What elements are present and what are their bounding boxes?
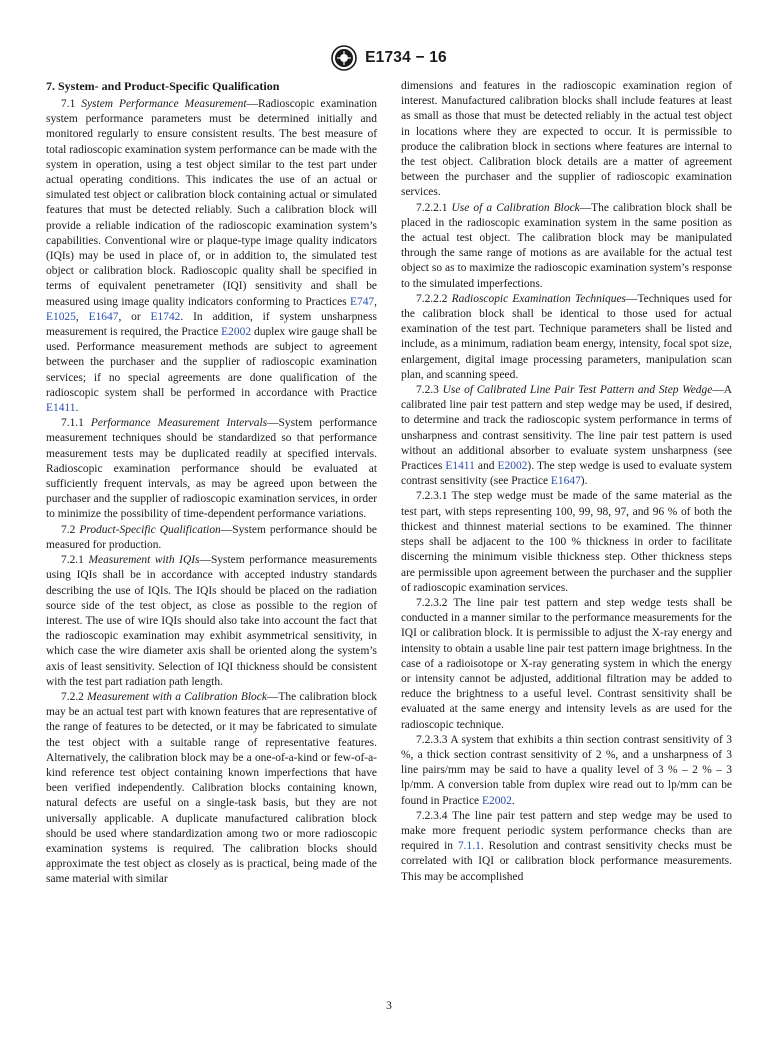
- paragraph-7-2-2-2: 7.2.2.2 Radioscopic Examination Techniques—Techniques used for the calibration block shall be identical to those used for actual examination of the test part. Technique parameters shall be listed and include, as a minimum, radiation beam energy, intensity, focal spot size, enlargement, digital image processing parameters, manipulation scan plan, and scanning speed.: [401, 292, 732, 381]
- ref-link-e1025[interactable]: E1025: [46, 310, 76, 323]
- ref-link-e2002[interactable]: E2002: [221, 326, 252, 339]
- paragraph-7-2-3-3: 7.2.3.3 A system that exhibits a thin section contrast sensitivity of 3 %, a thick section contrast sensitivity of 2 %, and a unsharpness of 3 line pairs/mm may be said to have a quality level of 3 % – 2 % – 3 lp/mm. A conversion table from duplex wire read out to lp/mm can be found in Practice E2002.: [401, 733, 732, 807]
- paragraph-title: Use of Calibrated Line Pair Test Pattern and Step Wedge: [442, 384, 713, 397]
- ref-link-e1411[interactable]: E1411: [46, 402, 76, 415]
- paragraph-7-2-3: 7.2.3 Use of Calibrated Line Pair Test Pattern and Step Wedge—A calibrated line pair test pattern and step wedge may be used, if desired, to determine and track the radioscopic system performance in terms of unsharpness and contrast sensitivity. The line pair test pattern is used without an additional absorber to evaluate system unsharpness (see Practices E1411 and E2002). The step wedge is used to evaluate system contrast sensitivity (see Practice E1647).: [401, 384, 733, 488]
- ref-link-e747[interactable]: E747: [349, 295, 375, 308]
- ref-link-e2002[interactable]: E2002: [497, 460, 528, 473]
- section-heading: 7. System- and Product-Specific Qualification: [46, 79, 280, 93]
- ref-link-e1411[interactable]: E1411: [445, 460, 475, 473]
- paragraph-title: Performance Measurement Intervals: [90, 417, 268, 430]
- left-column: [46, 79, 377, 888]
- paragraph-7-2-2: 7.2.2 Measurement with a Calibration Block—The calibration block may be an actual test part with known features that are representative of the range of features to be detected, or it may be fabricated to simulate the test object with a suitable range of representative features. Alternatively, the calibration block may be a one-of-a-kind or few-of-a-kind reference test object containing known imperfections that have been verified independently. Calibration blocks containing known, natural defects are useful on a single-task basis, but they are not universally applicable. A duplicate manufactured calibration block should be used where standardization among two or more radioscopic examination systems is required. The calibration blocks should approximate the test object as closely as is practical, being made of the same material with similar: [46, 690, 378, 886]
- paragraph-7-1-1: 7.1.1 Performance Measurement Intervals—System performance measurement techniques should be standardized so that performance measurement tests may be duplicated readily at specified intervals. Radioscopic examination performance should be evaluated at sufficiently frequent intervals, as may be agreed upon between the purchaser and the supplier of radioscopic examination services, in order to minimize the possibility of time-dependent performance variations.: [46, 417, 378, 521]
- paragraph-7-2-3-1: 7.2.3.1 The step wedge must be made of the same material as the test part, with steps representing 100, 99, 98, 97, and 96 % of both the thickest and thinnest material sections to be examined. The thinner steps shall be adjacent to the 100 % thickness in order to facilitate discerning the minimum visible thickness step. Other thickness steps are permissible upon agreement between the purchaser and the supplier of radioscopic examination services.: [401, 490, 732, 594]
- astm-logo-icon: [331, 45, 357, 71]
- paragraph-title: Use of a Calibration Block: [451, 201, 580, 214]
- paragraph-7-2-1: 7.2.1 Measurement with IQIs—System performance measurements using IQIs shall be in accordance with accepted industry standards describing the use of IQIs. The IQIs should be placed on the radiation source side of the test object, as close as possible to the region of interest. The use of wire IQIs should also take into account the fact that the radioscopic examination may exhibit asymmetrical sensitivity, in which case the wire diameter axis shall be oriented along the system’s axis of least sensitivity. Selection of IQI thickness should be consistent with the test part radiation path length.: [46, 554, 377, 688]
- ref-link-e1647[interactable]: E1647: [88, 310, 119, 323]
- paragraph-7-1: 7.1 System Performance Measurement—Radioscopic examination system performance parameters must be determined initially and monitored regularly to ensure consistent results. The best measure of total radioscopic examination system performance can be made with the system in operation, using a test object similar to the test part under actual operating conditions. This indicates the use of an actual or simulated test object or calibration block containing actual or simulated features that must be detected reliably. Such a calibration block will provide a reliable indication of the radioscopic examination system’s capabilities. Conventional wire or plaque-type image quality indicators (IQIs) may be used in place of, or in addition to, the simulated test object or calibration block. Radioscopic quality shall be specified in terms of equivalent penetrameter (IQI) sensitivity and shall be measured using image quality indicators conforming to Practices E747, E1025, E1647, or E1742. In addition, if system unsharpness measurement is required, the Practice E2002 duplex wire gauge shall be used. Performance measurement methods are subject to agreement between the purchaser and the supplier of radioscopic examination services; if no special agreements are done qualification of the radioscopic system shall be performed in accordance with Practice E1411.: [46, 98, 378, 415]
- ref-link-e2002[interactable]: E2002: [482, 794, 512, 807]
- paragraph-title: Product-Specific Qualification: [79, 523, 221, 536]
- paragraph-title: Measurement with a Calibration Block: [87, 690, 267, 703]
- paragraph-7-2-3-4: 7.2.3.4 The line pair test pattern and step wedge may be used to make more frequent periodic system performance checks than are required in 7.1.1. Resolution and contrast sensitivity checks must be correlated with IQI or calibration block performance measurements. This may be accomplished: [401, 809, 732, 883]
- paragraph-7-2-2-continued: dimensions and features in the radioscopic examination region of interest. Manufactured calibration blocks shall include features at least as small as those that must be detected reliably in the actual test object in locations where they are expected to occur. It is permissible to produce the calibration block in sections where features are internal to the test object. Calibration block details are a matter of agreement between the purchaser and the supplier of radioscopic examination services.: [401, 80, 732, 199]
- paragraph-7-2-2-1: 7.2.2.1 Use of a Calibration Block—The calibration block shall be placed in the radioscopic examination system in the same position as the actual test object. The calibration block may be manipulated through the same range of motions as are available for the actual test object so as to maximize the radioscopic examination system’s response to the simulated imperfections.: [401, 201, 732, 290]
- paragraph-title: System Performance Measurement: [81, 98, 247, 110]
- paragraph-7-2-3-2: 7.2.3.2 The line pair test pattern and step wedge tests shall be conducted in a manner similar to the performance measurements for the IQI or calibration block. It is permissible to adjust the X-ray energy and intensity to obtain a usable line pair test pattern image brightness. In the case of a radioisotope or X-ray generating system in which the energy or intensity cannot be adjusted, additional filtration may be added to reduce the brightness to a useful level. Contrast sensitivity shall be evaluated at the same energy and intensity levels as are used for the radioscopic technique.: [401, 596, 732, 731]
- right-column: [401, 79, 732, 885]
- page-number: 3: [386, 1000, 392, 1012]
- paragraph-7-2: 7.2 Product-Specific Qualification—System performance should be measured for production.: [46, 523, 378, 551]
- paragraph-title: Radioscopic Examination Techniques: [451, 292, 626, 305]
- ref-link-section-7-1-1[interactable]: 7.1.1: [457, 840, 481, 853]
- ref-link-e1742[interactable]: E1742: [150, 310, 181, 323]
- paragraph-title: Measurement with IQIs: [88, 554, 200, 567]
- standard-designation: E1734 − 16: [365, 49, 447, 66]
- ref-link-e1647[interactable]: E1647: [550, 475, 581, 488]
- page-header: [0, 40, 778, 76]
